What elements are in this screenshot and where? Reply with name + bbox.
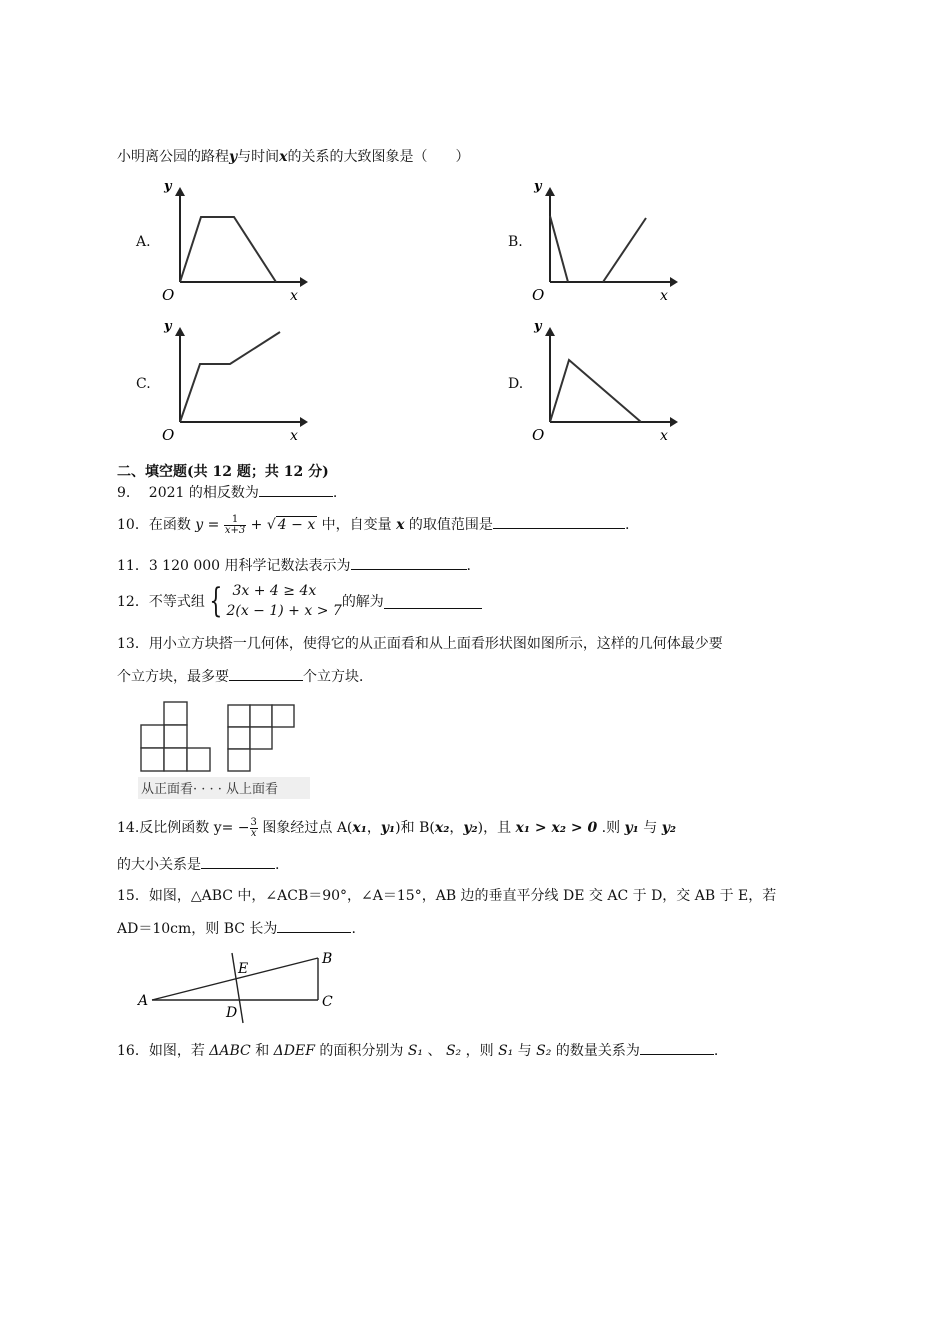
- y-label: y: [164, 319, 172, 334]
- q16: 16．如图，若 ΔABC 和 ΔDEF 的面积分别为 S₁ 、 S₂ ，则 S₁ 与 S₂ 的数量关系为 .: [117, 1040, 718, 1060]
- option-b-curve-2: [603, 218, 646, 282]
- q15-line2: AD＝10cm，则 BC 长为 .: [117, 918, 356, 938]
- origin-label: O: [532, 286, 545, 304]
- option-b-label: B.: [508, 234, 523, 250]
- label-d: D: [226, 1005, 238, 1021]
- option-d-curve: [550, 360, 641, 422]
- option-b-graph: [528, 176, 678, 306]
- origin-label: O: [532, 426, 545, 444]
- answer-blank[interactable]: [640, 1040, 714, 1055]
- option-b-curve-1: [550, 216, 568, 282]
- q14-line1: 14.反比例函数 y= − $\frac{3}{x}$ 图象经过点 A(x₁，y₁)和 B(x₂，y₂)，且 x₁ > x₂ > 0 .则 y₁ 与 y₂: [117, 816, 677, 839]
- label-e: E: [238, 961, 249, 977]
- x-label: x: [290, 288, 298, 304]
- answer-blank[interactable]: [351, 555, 467, 570]
- q13-figure: [138, 697, 310, 801]
- section-heading: 二、填空题(共 12 题；共 12 分): [117, 464, 329, 480]
- option-a-label: A.: [136, 234, 151, 250]
- q13-line1: 13．用小立方块搭一几何体，使得它的从正面看和从上面看形状图如图所示，这样的几何体最少要: [117, 636, 723, 652]
- inequality-system: { 3x + 4 ≥ 4x 2(x − 1) + x > 7: [209, 581, 342, 621]
- x-label: x: [660, 288, 668, 304]
- q11: 11．3 120 000 用科学记数法表示为 .: [117, 555, 471, 575]
- q13-line2: 个立方块，最多要 个立方块．: [117, 666, 373, 686]
- y-label: y: [164, 179, 172, 194]
- side-ab: [152, 958, 318, 1000]
- x-label: x: [660, 428, 668, 444]
- answer-blank[interactable]: [229, 666, 303, 681]
- option-c-graph: [158, 316, 308, 446]
- fraction: $\frac{1}{x+3}$: [224, 513, 246, 536]
- origin-label: O: [162, 286, 175, 304]
- label-a: A: [138, 993, 149, 1009]
- option-c-curve: [180, 332, 280, 422]
- x-arrow-icon: [670, 277, 678, 287]
- label-b: B: [322, 951, 333, 967]
- label-c: C: [322, 994, 333, 1010]
- y-arrow-icon: [175, 187, 185, 196]
- q9: 9. 2021 的相反数为 .: [117, 482, 337, 502]
- q12: 12．不等式组 { 3x + 4 ≥ 4x 2(x − 1) + x > 7 的解为: [117, 581, 482, 621]
- answer-blank[interactable]: [201, 854, 275, 869]
- x-arrow-icon: [670, 417, 678, 427]
- q15-line1: 15．如图，△ABC 中，∠ACB＝90°，∠A＝15°，AB 边的垂直平分线 DE 交 AC 于 D，交 AB 于 E，若: [117, 888, 777, 904]
- x-arrow-icon: [300, 417, 308, 427]
- sqrt-icon: √: [266, 517, 276, 533]
- option-a-graph: [158, 176, 308, 306]
- brace-icon: {: [209, 581, 223, 621]
- y-arrow-icon: [545, 187, 555, 196]
- answer-blank[interactable]: [277, 918, 351, 933]
- q10: 10．在函数 y = $\frac{1}{x+3}$ + √ 4 − x 中，自变量 x 的取值范围是 .: [117, 513, 630, 536]
- y-label: y: [534, 319, 542, 334]
- q14-line2: 的大小关系是 .: [117, 854, 279, 874]
- origin-label: O: [162, 426, 175, 444]
- answer-blank[interactable]: [493, 514, 625, 529]
- fraction: $\frac{3}{x}$: [250, 816, 257, 839]
- option-a-curve: [180, 217, 276, 282]
- option-d-label: D.: [508, 376, 524, 392]
- option-c-label: C.: [136, 376, 151, 392]
- y-label: y: [534, 179, 542, 194]
- x-label: x: [290, 428, 298, 444]
- front-view: [141, 702, 210, 771]
- option-d-graph: [528, 316, 678, 446]
- answer-blank[interactable]: [259, 482, 333, 497]
- q8-stem: 小明离公园的路程y与时间x的关系的大致图象是（ ）: [117, 149, 470, 165]
- x-arrow-icon: [300, 277, 308, 287]
- figure-caption: 从正面看· · · · 从上面看: [141, 782, 279, 797]
- y-arrow-icon: [175, 327, 185, 336]
- answer-blank[interactable]: [384, 594, 482, 609]
- y-arrow-icon: [545, 327, 555, 336]
- top-view: [228, 705, 294, 771]
- q15-triangle-figure: [136, 945, 346, 1025]
